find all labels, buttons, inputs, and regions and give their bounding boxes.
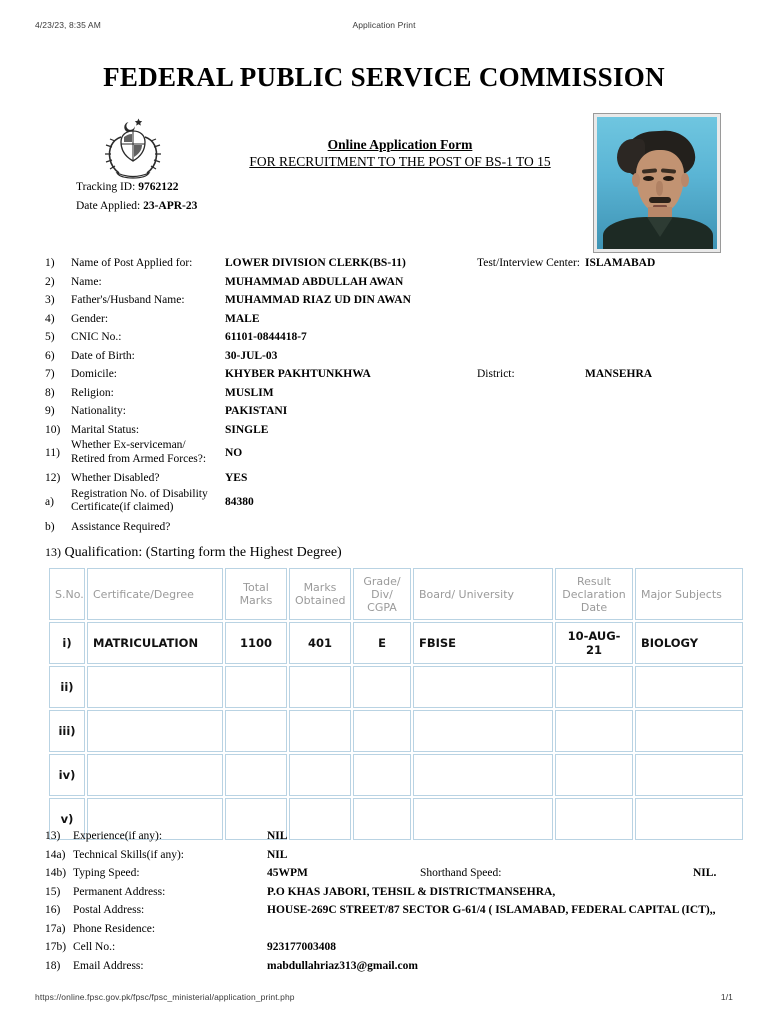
cell-sno: ii)	[49, 666, 85, 708]
field-label: Religion:	[71, 386, 114, 399]
field-label: Name of Post Applied for:	[71, 257, 193, 269]
field-secondary-label: Shorthand Speed:	[420, 867, 502, 879]
field-label-line-2: Retired from Armed Forces?:	[71, 452, 207, 465]
table-row	[49, 666, 743, 708]
cell-board	[413, 710, 553, 752]
table-header-row	[49, 568, 743, 620]
field-row	[45, 901, 745, 920]
table-row	[49, 622, 743, 664]
cell-marks-obtained	[289, 754, 351, 796]
field-row	[45, 291, 735, 310]
field-secondary-label: Test/Interview Center:	[477, 257, 580, 269]
cell-certificate: MATRICULATION	[87, 622, 223, 664]
field-value: NIL	[267, 830, 288, 842]
cell-grade	[353, 754, 411, 796]
field-value: MUHAMMAD ABDULLAH AWAN	[225, 275, 404, 288]
field-number: 7)	[45, 368, 55, 380]
date-applied-label: Date Applied:	[76, 200, 141, 212]
footer-url: https://online.fpsc.gov.pk/fpsc/fpsc_ministerial/application_print.php	[35, 992, 295, 1002]
field-number: b)	[45, 520, 55, 533]
cell-total-marks: 1100	[225, 622, 287, 664]
cell-certificate	[87, 710, 223, 752]
page-title: FEDERAL PUBLIC SERVICE COMMISSION	[103, 62, 665, 92]
field-number: 2)	[45, 275, 55, 288]
field-number: 10)	[45, 423, 61, 436]
field-label: Father's/Husband Name:	[71, 294, 185, 306]
field-label: Email Address:	[73, 959, 144, 972]
form-heading	[220, 136, 580, 171]
cell-result-date: 10-AUG-21	[555, 622, 633, 664]
field-row	[45, 957, 745, 976]
cell-sno: iv)	[49, 754, 85, 796]
field-value: MUSLIM	[225, 386, 274, 399]
pakistan-state-emblem-icon	[97, 113, 169, 181]
print-timestamp: 4/23/23, 8:35 AM	[35, 20, 101, 30]
field-label: Cell No.:	[73, 941, 116, 953]
cell-sno: iii)	[49, 710, 85, 752]
field-number: 17a)	[45, 922, 66, 935]
field-row	[45, 254, 735, 273]
cell-marks-obtained	[289, 666, 351, 708]
field-row	[45, 518, 735, 537]
field-value: KHYBER PAKHTUNKHWA	[225, 368, 371, 380]
field-row	[45, 920, 745, 939]
field-value: PAKISTANI	[225, 405, 288, 417]
tracking-id-label: Tracking ID:	[76, 181, 136, 193]
field-number: 8)	[45, 386, 55, 399]
tracking-id-value: 9762122	[138, 181, 179, 193]
field-value: SINGLE	[225, 423, 269, 436]
field-secondary-value: NIL.	[693, 867, 717, 879]
field-value: NO	[225, 447, 243, 459]
field-label	[71, 488, 221, 515]
date-applied-row	[76, 197, 197, 216]
qualification-heading	[45, 545, 342, 561]
field-value: P.O KHAS JABORI, TEHSIL & DISTRICTMANSEHRA,	[267, 885, 556, 898]
field-value: 45WPM	[267, 867, 308, 879]
cell-result-date	[555, 666, 633, 708]
column-header-sno: S.No.	[49, 568, 85, 620]
field-row	[45, 846, 745, 865]
field-number: 6)	[45, 349, 55, 362]
field-number: 1)	[45, 257, 55, 269]
cell-result-date	[555, 754, 633, 796]
field-label: Experience(if any):	[73, 830, 163, 842]
column-header-marks-obtained: Marks Obtained	[289, 568, 351, 620]
field-label: Permanent Address:	[73, 885, 166, 898]
field-label: Gender:	[71, 312, 109, 325]
column-header-certificate: Certificate/Degree	[87, 568, 223, 620]
field-number: 4)	[45, 312, 55, 325]
cell-major-subjects	[635, 666, 743, 708]
cell-total-marks	[225, 666, 287, 708]
field-label: Typing Speed:	[73, 867, 140, 879]
cell-marks-obtained: 401	[289, 622, 351, 664]
field-label: Name:	[71, 275, 102, 288]
field-row	[45, 864, 745, 883]
column-header-result-date: Result Declaration Date	[555, 568, 633, 620]
print-doc-title: Application Print	[352, 20, 416, 30]
cell-total-marks	[225, 710, 287, 752]
field-label	[71, 439, 221, 466]
field-secondary-value: MANSEHRA	[585, 368, 653, 380]
field-label: Postal Address:	[73, 904, 145, 916]
field-number: 3)	[45, 294, 55, 306]
field-label: CNIC No.:	[71, 331, 122, 343]
table-row	[49, 710, 743, 752]
field-value: 84380	[225, 495, 254, 508]
field-row	[45, 384, 735, 403]
column-header-grade: Grade/ Div/ CGPA	[353, 568, 411, 620]
field-label-line-1: Registration No. of Disability	[71, 487, 208, 500]
field-number: 14a)	[45, 848, 66, 861]
applicant-photo	[593, 113, 721, 253]
field-row	[45, 402, 735, 421]
field-row	[45, 310, 735, 329]
qualification-table	[47, 566, 745, 842]
cell-sno: v)	[49, 798, 85, 840]
cell-major-subjects	[635, 754, 743, 796]
field-row	[45, 883, 745, 902]
cell-total-marks	[225, 754, 287, 796]
field-label: Date of Birth:	[71, 349, 135, 362]
field-row	[45, 488, 735, 518]
qualification-heading-text: Qualification: (Starting form the Highest Degree)	[64, 545, 342, 560]
qualification-heading-number: 13)	[45, 545, 61, 559]
field-row	[45, 328, 735, 347]
field-number: 9)	[45, 405, 55, 417]
field-value: NIL	[267, 848, 288, 861]
additional-details-list	[45, 827, 745, 975]
form-subtitle: FOR RECRUITMENT TO THE POST OF BS-1 TO 15	[249, 154, 551, 169]
footer-page-number: 1/1	[720, 992, 733, 1002]
field-label-line-1: Whether Ex-serviceman/	[71, 439, 186, 451]
date-applied-value: 23-APR-23	[143, 200, 198, 212]
cell-grade	[353, 666, 411, 708]
cell-board: FBISE	[413, 622, 553, 664]
field-value: HOUSE-269C STREET/87 SECTOR G-61/4 ( ISLAMABAD, FEDERAL CAPITAL (ICT),,	[267, 904, 716, 916]
cell-board	[413, 666, 553, 708]
field-number: 13)	[45, 830, 61, 842]
field-label-line-2: Certificate(if claimed)	[71, 501, 174, 513]
field-value: MUHAMMAD RIAZ UD DIN AWAN	[225, 294, 411, 306]
field-label: Assistance Required?	[71, 520, 171, 533]
field-row	[45, 827, 745, 846]
field-label: Nationality:	[71, 405, 126, 417]
field-number: 11)	[45, 447, 60, 459]
cell-result-date	[555, 710, 633, 752]
field-row	[45, 421, 735, 440]
field-number: 12)	[45, 472, 61, 484]
field-value: 923177003408	[267, 941, 336, 953]
table-row	[49, 754, 743, 796]
field-value: 30-JUL-03	[225, 349, 278, 362]
cell-certificate	[87, 754, 223, 796]
field-label: Marital Status:	[71, 423, 140, 436]
cell-major-subjects: BIOLOGY	[635, 622, 743, 664]
column-header-total-marks: Total Marks	[225, 568, 287, 620]
cell-sno: i)	[49, 622, 85, 664]
tracking-block	[76, 178, 197, 216]
field-number: 5)	[45, 331, 55, 343]
cell-board	[413, 754, 553, 796]
field-row	[45, 938, 745, 957]
field-row	[45, 439, 735, 469]
cell-grade	[353, 710, 411, 752]
field-number: 18)	[45, 959, 61, 972]
field-number: 15)	[45, 885, 61, 898]
applicant-details-list	[45, 254, 735, 536]
form-title: Online Application Form	[327, 137, 473, 152]
field-value: MALE	[225, 312, 260, 325]
field-value: LOWER DIVISION CLERK(BS-11)	[225, 257, 406, 269]
field-label: Technical Skills(if any):	[73, 848, 184, 861]
cell-grade: E	[353, 622, 411, 664]
column-header-board: Board/ University	[413, 568, 553, 620]
field-value: 61101-0844418-7	[225, 331, 307, 343]
field-row	[45, 273, 735, 292]
field-number: a)	[45, 495, 54, 508]
field-number: 14b)	[45, 867, 67, 879]
applicant-photo-image	[597, 117, 717, 249]
field-row	[45, 347, 735, 366]
field-secondary-label: District:	[477, 368, 515, 380]
field-number: 16)	[45, 904, 61, 916]
field-row	[45, 469, 735, 488]
field-label: Domicile:	[71, 368, 117, 380]
field-number: 17b)	[45, 941, 67, 953]
field-label: Phone Residence:	[73, 922, 156, 935]
field-label: Whether Disabled?	[71, 472, 160, 484]
cell-certificate	[87, 666, 223, 708]
field-value: mabdullahriaz313@gmail.com	[267, 959, 418, 972]
field-secondary-value: ISLAMABAD	[585, 257, 656, 269]
field-row	[45, 365, 735, 384]
cell-major-subjects	[635, 710, 743, 752]
cell-marks-obtained	[289, 710, 351, 752]
tracking-id-row	[76, 178, 197, 197]
field-value: YES	[225, 472, 248, 484]
column-header-major-subjects: Major Subjects	[635, 568, 743, 620]
